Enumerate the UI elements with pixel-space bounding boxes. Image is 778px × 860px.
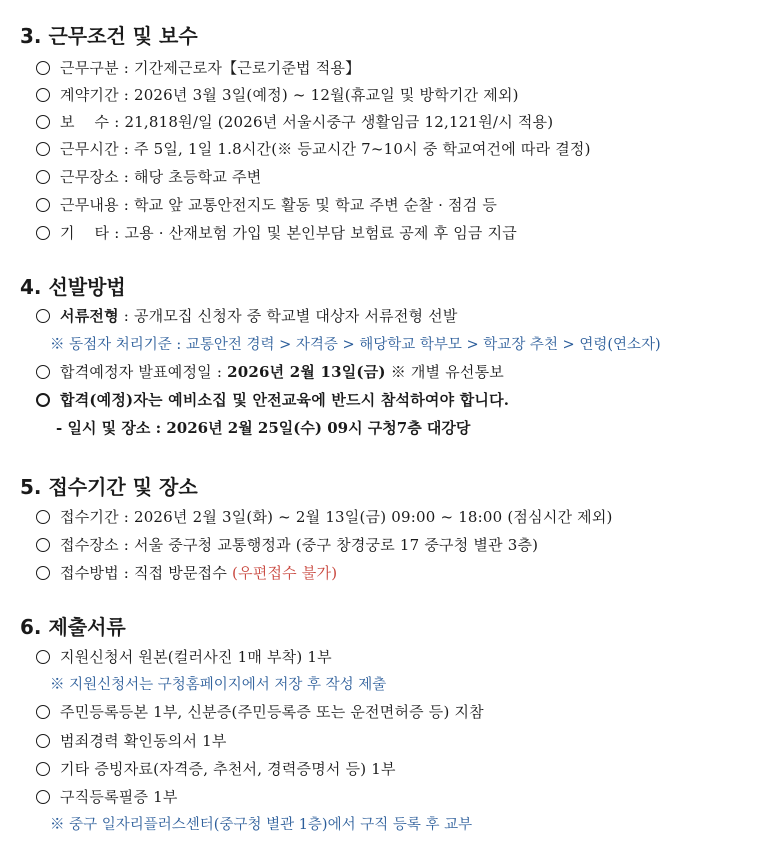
job-center-note: ※ 중구 일자리플러스센터(중구청 별관 1층)에서 구직 등록 후 교부 bbox=[50, 817, 473, 833]
circle-bullet-icon bbox=[36, 762, 50, 776]
document-screening-item: 서류전형 : 공개모집 신청자 중 학교별 대상자 서류전형 선발 bbox=[36, 305, 458, 326]
circle-bullet-icon bbox=[36, 365, 50, 379]
announcement-date-item: 합격예정자 발표예정일 : 2026년 2월 13일(금) ※ 개별 유선통보 bbox=[36, 361, 504, 382]
application-method-item: 접수방법 : 직접 방문접수 (우편접수 불가) bbox=[36, 562, 337, 583]
circle-bullet-icon bbox=[36, 650, 50, 664]
circle-bullet-icon bbox=[36, 790, 50, 804]
work-hours-item: 근무시간 : 주 5일, 1일 1.8시간(※ 등교시간 7~10시 중 학교여건에 따라 결정) bbox=[36, 138, 591, 159]
salary-item: 보 수 : 21,818원/일 (2026년 서울시중구 생활임금 12,121원/시 적용) bbox=[36, 111, 553, 132]
circle-bullet-icon bbox=[36, 734, 50, 748]
circle-bullet-icon bbox=[36, 88, 50, 102]
other-item: 기 타 : 고용 · 산재보험 가입 및 본인부담 보험료 공제 후 임금 지급 bbox=[36, 222, 517, 243]
section-4-title: 4. 선발방법 bbox=[20, 275, 126, 299]
section-5-title: 5. 접수기간 및 장소 bbox=[20, 475, 198, 499]
circle-bullet-icon bbox=[36, 142, 50, 156]
circle-bullet-icon bbox=[36, 510, 50, 524]
application-form-item: 지원신청서 원본(컬러사진 1매 부착) 1부 bbox=[36, 646, 332, 667]
circle-bullet-icon bbox=[36, 566, 50, 580]
circle-bullet-icon bbox=[36, 170, 50, 184]
work-content-item: 근무내용 : 학교 앞 교통안전지도 활동 및 학교 주변 순찰 · 점검 등 bbox=[36, 194, 497, 215]
work-type-item: 근무구분 : 기간제근로자【근로기준법 적용】 bbox=[36, 57, 360, 78]
resident-registration-item: 주민등록등본 1부, 신분증(주민등록증 또는 운전면허증 등) 지참 bbox=[36, 701, 484, 722]
work-place-item: 근무장소 : 해당 초등학교 주변 bbox=[36, 166, 261, 187]
supporting-documents-item: 기타 증빙자료(자격증, 추천서, 경력증명서 등) 1부 bbox=[36, 758, 396, 779]
circle-bullet-icon bbox=[36, 393, 50, 407]
circle-bullet-icon bbox=[36, 198, 50, 212]
application-period-item: 접수기간 : 2026년 2월 3일(화) ~ 2월 13일(금) 09:00 ~ 18:00 (점심시간 제외) bbox=[36, 506, 613, 527]
circle-bullet-icon bbox=[36, 115, 50, 129]
application-form-note: ※ 지원신청서는 구청홈페이지에서 저장 후 작성 제출 bbox=[50, 677, 387, 693]
circle-bullet-icon bbox=[36, 309, 50, 323]
contract-period-item: 계약기간 : 2026년 3월 3일(예정) ~ 12월(휴교일 및 방학기간 제외) bbox=[36, 84, 519, 105]
circle-bullet-icon bbox=[36, 226, 50, 240]
circle-bullet-icon bbox=[36, 538, 50, 552]
mandatory-training-item: 합격(예정)자는 예비소집 및 안전교육에 반드시 참석하여야 합니다. bbox=[36, 389, 509, 410]
job-registration-item: 구직등록필증 1부 bbox=[36, 786, 178, 807]
section-3-title: 3. 근무조건 및 보수 bbox=[20, 24, 198, 48]
training-schedule: - 일시 및 장소 : 2026년 2월 25일(수) 09시 구청7층 대강당 bbox=[56, 419, 471, 437]
section-6-title: 6. 제출서류 bbox=[20, 615, 126, 639]
criminal-record-consent-item: 범죄경력 확인동의서 1부 bbox=[36, 730, 227, 751]
application-place-item: 접수장소 : 서울 중구청 교통행정과 (중구 창경궁로 17 중구청 별관 3층) bbox=[36, 534, 538, 555]
circle-bullet-icon bbox=[36, 705, 50, 719]
tie-break-note: ※ 동점자 처리기준 : 교통안전 경력 > 자격증 > 해당학교 학부모 > 학교장 추천 > 연령(연소자) bbox=[50, 337, 661, 353]
circle-bullet-icon bbox=[36, 61, 50, 75]
